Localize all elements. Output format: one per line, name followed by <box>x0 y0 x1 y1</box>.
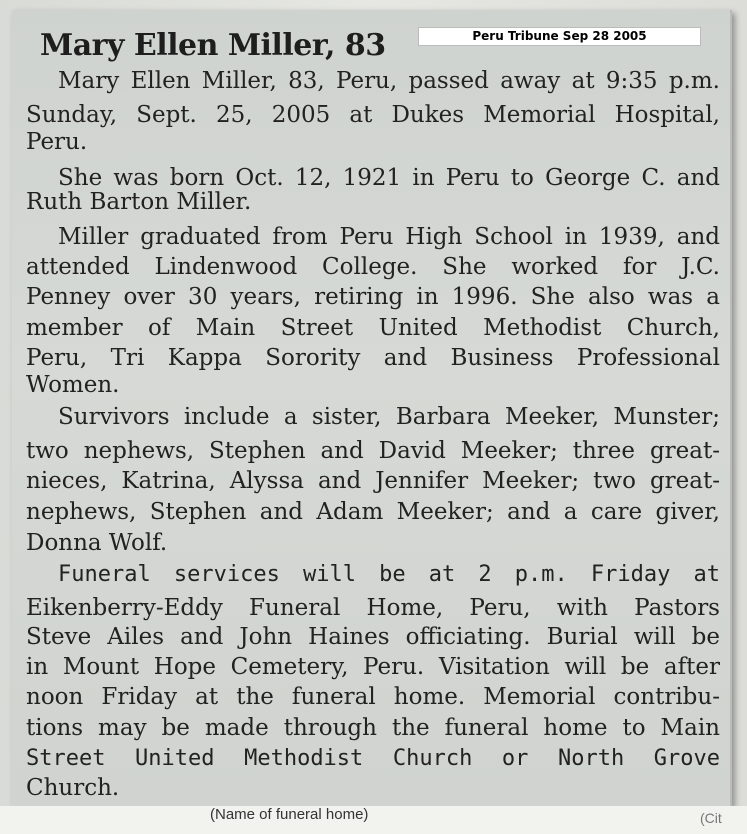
text-line: Donna Wolf. <box>26 530 168 556</box>
text-line: Ruth Barton Miller. <box>26 189 252 215</box>
form-strip <box>0 806 747 834</box>
text-line: Funeral services will be at 2 p.m. Friday at <box>58 562 720 587</box>
text-line: Eikenberry-Eddy Funeral Home, Peru, with Pastors <box>26 595 720 621</box>
text-line: tions may be made through the funeral home to Main <box>26 715 720 741</box>
text-line: nieces, Katrina, Alyssa and Jennifer Meeker; two great- <box>26 468 720 494</box>
text-line: noon Friday at the funeral home. Memorial contribu- <box>26 684 720 710</box>
text-line: Peru. <box>26 129 88 155</box>
text-line: Survivors include a sister, Barbara Meeker, Munster; <box>58 404 720 430</box>
text-line: Penney over 30 years, retiring in 1996. She also was a <box>26 284 720 310</box>
obituary-headline: Mary Ellen Miller, 83 <box>40 28 386 63</box>
funeral-home-caption: (Name of funeral home) <box>210 806 369 823</box>
text-line: in Mount Hope Cemetery, Peru. Visitation will be after <box>26 654 720 680</box>
text-line: Sunday, Sept. 25, 2005 at Dukes Memorial Hospital, <box>26 102 720 128</box>
source-label: Peru Tribune Sep 28 2005 <box>418 27 701 46</box>
text-line: She was born Oct. 12, 1921 in Peru to George C. and <box>58 165 720 191</box>
text-line: Mary Ellen Miller, 83, Peru, passed away at 9:35 p.m. <box>58 68 720 94</box>
text-line: Miller graduated from Peru High School in 1939, and <box>58 224 720 250</box>
corner-fragment: (Cit <box>700 810 722 826</box>
text-line: two nephews, Stephen and David Meeker; three great- <box>26 438 720 464</box>
text-line: nephews, Stephen and Adam Meeker; and a care giver, <box>26 499 720 525</box>
text-line: Church. <box>26 775 120 801</box>
text-line: Street United Methodist Church or North Grove <box>26 746 720 771</box>
text-line: attended Lindenwood College. She worked for J.C. <box>26 254 720 280</box>
text-line: Peru, Tri Kappa Sorority and Business Professional <box>26 345 720 371</box>
text-line: Women. <box>26 372 120 398</box>
text-line: member of Main Street United Methodist Church, <box>26 315 720 341</box>
text-line: Steve Ailes and John Haines officiating. Burial will be <box>26 624 720 650</box>
